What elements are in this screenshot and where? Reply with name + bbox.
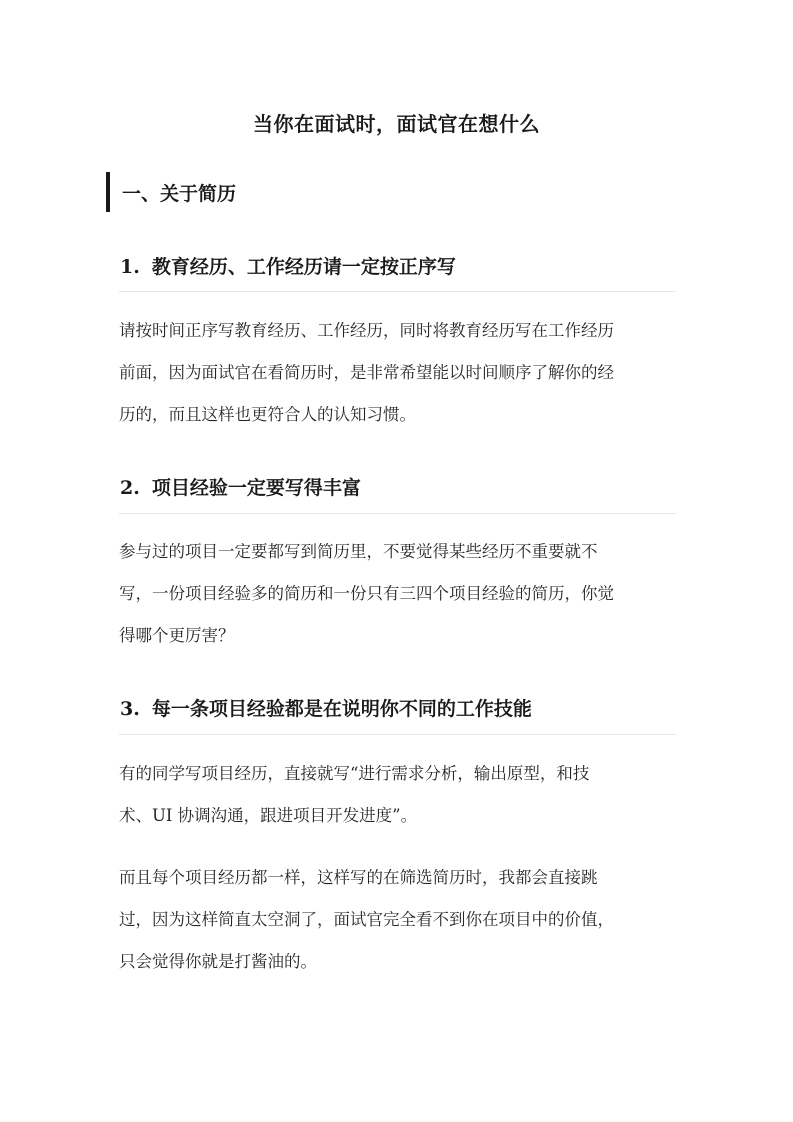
item-3-divider — [119, 734, 676, 735]
item-1-paragraph-1 — [119, 310, 679, 436]
item-3-title — [120, 695, 532, 723]
item-2-number: 2. — [120, 477, 140, 499]
item-3-paragraph-1 — [119, 753, 679, 837]
paragraph-line: 请按时间正序写教育经历、工作经历，同时将教育经历写在工作经历 — [119, 321, 614, 340]
item-1-title — [120, 253, 456, 281]
item-3-number: 3. — [120, 698, 140, 720]
item-2-title — [120, 474, 361, 502]
paragraph-line: 术、UI 协调沟通，跟进项目开发进度”。 — [119, 806, 418, 825]
item-1-divider — [119, 291, 676, 292]
paragraph-line: 有的同学写项目经历，直接就写“进行需求分析，输出原型，和技 — [119, 764, 590, 783]
section-accent-bar — [106, 172, 110, 212]
section-heading-text: 一、关于简历 — [122, 182, 237, 205]
paragraph-line: 前面，因为面试官在看简历时，是非常希望能以时间顺序了解你的经 — [119, 363, 614, 382]
item-2-title-text: 项目经验一定要写得丰富 — [151, 477, 361, 499]
item-1-title-text: 教育经历、工作经历请一定按正序写 — [151, 256, 456, 278]
item-3-paragraph-2 — [119, 857, 679, 983]
section-heading — [106, 172, 236, 212]
paragraph-line: 得哪个更厉害？ — [119, 626, 235, 645]
document-title: 当你在面试时，面试官在想什么 — [253, 112, 540, 136]
paragraph-line: 参与过的项目一定要都写到简历里，不要觉得某些经历不重要就不 — [119, 542, 598, 561]
paragraph-line: 而且每个项目经历都一样，这样写的在筛选简历时，我都会直接跳 — [119, 868, 598, 887]
item-2-divider — [119, 513, 676, 514]
item-3-title-text: 每一条项目经验都是在说明你不同的工作技能 — [151, 698, 532, 720]
item-2-paragraph-1 — [119, 531, 679, 657]
paragraph-line: 过，因为这样简直太空洞了，面试官完全看不到你在项目中的价值， — [119, 910, 614, 929]
item-1-number: 1. — [120, 256, 140, 278]
paragraph-line: 写，一份项目经验多的简历和一份只有三四个项目经验的简历，你觉 — [119, 584, 614, 603]
paragraph-line: 历的，而且这样也更符合人的认知习惯。 — [119, 405, 416, 424]
paragraph-line: 只会觉得你就是打酱油的。 — [119, 952, 317, 971]
